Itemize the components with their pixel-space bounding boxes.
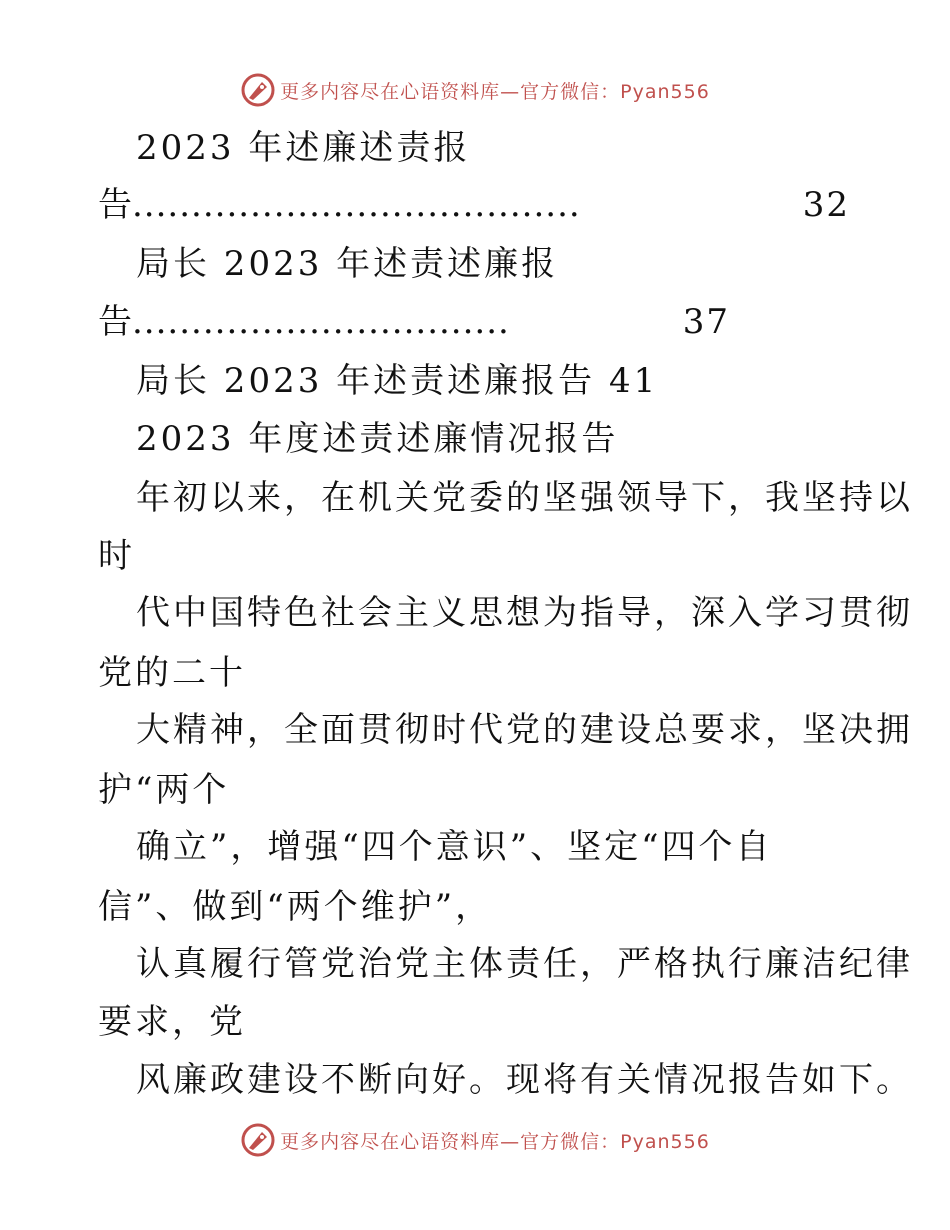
pen-nib-logo-icon <box>240 72 276 108</box>
toc-entry-1-dots: ...................................... <box>132 185 581 225</box>
pen-nib-logo-icon <box>240 1122 276 1158</box>
body-line: 党的二十 <box>98 653 246 693</box>
toc-entry-2-wrap: 告 <box>98 302 132 342</box>
body-line: 信”、做到“两个维护”， <box>98 887 493 927</box>
header-watermark <box>0 70 950 110</box>
body-line: 认真履行管党治党主体责任，严格执行廉洁纪律 <box>136 944 913 984</box>
toc-entry-1-title[interactable]: 2023 年述廉述责报 <box>136 128 471 168</box>
toc-entry-2-page: 37 <box>682 302 730 342</box>
footer-watermark <box>0 1120 950 1160</box>
body-line: 要求，党 <box>98 1002 246 1042</box>
toc-entry-3-title[interactable]: 局长 2023 年述责述廉报告 41 <box>136 361 659 401</box>
body-line: 确立”，增强“四个意识”、坚定“四个自 <box>136 827 773 867</box>
watermark-text: 更多内容尽在心语资料库—官方微信：Pyan556 <box>280 1130 710 1153</box>
watermark-text: 更多内容尽在心语资料库—官方微信：Pyan556 <box>280 80 710 103</box>
body-line: 风廉政建设不断向好。现将有关情况报告如下。 <box>136 1060 913 1100</box>
body-line: 年初以来，在机关党委的坚强领导下，我坚持以 <box>136 478 913 518</box>
report-heading: 2023 年度述责述廉情况报告 <box>136 419 619 459</box>
toc-entry-1-page: 32 <box>802 185 850 225</box>
body-line: 代中国特色社会主义思想为指导，深入学习贯彻 <box>136 593 913 633</box>
toc-entry-1-wrap: 告 <box>98 185 132 225</box>
toc-entry-2-dots: ................................ <box>132 302 510 342</box>
body-line: 时 <box>98 536 135 576</box>
toc-entry-2-title[interactable]: 局长 2023 年述责述廉报 <box>136 244 559 284</box>
body-line: 护“两个 <box>98 770 230 810</box>
body-line: 大精神，全面贯彻时代党的建设总要求，坚决拥 <box>136 710 913 750</box>
toc-entry-1-leader-row[interactable] <box>98 185 850 225</box>
toc-entry-2-leader-row[interactable] <box>98 302 730 342</box>
